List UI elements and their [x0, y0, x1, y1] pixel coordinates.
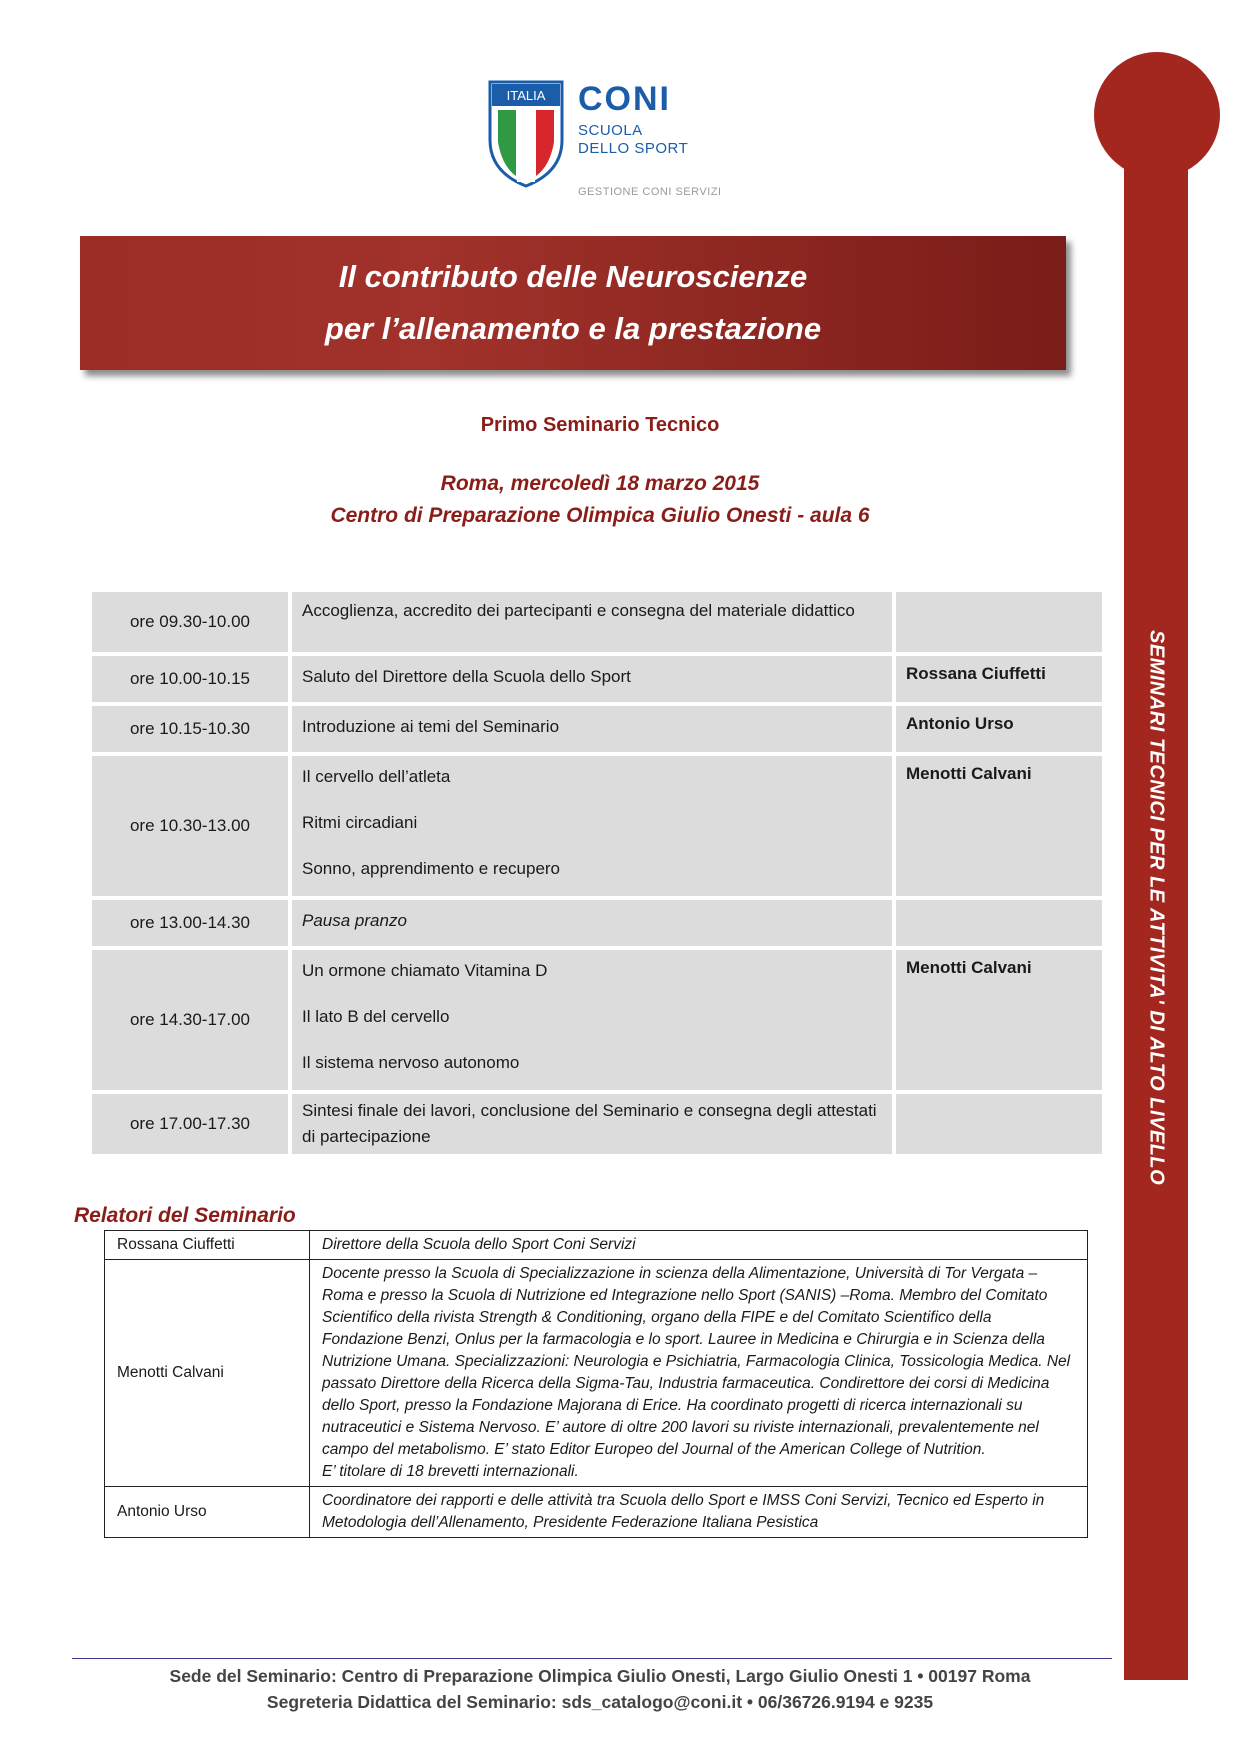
brand-subline-1: SCUOLA	[578, 122, 643, 139]
speaker-row	[105, 1231, 1088, 1260]
program-row	[92, 950, 1106, 1090]
program-row	[92, 900, 1106, 946]
speakers-table	[104, 1230, 1088, 1538]
activity-text: Il lato B del cervello	[302, 1007, 450, 1026]
program-speaker	[896, 1094, 1102, 1154]
italia-shield-icon	[488, 80, 564, 188]
program-speaker: Menotti Calvani	[896, 950, 1102, 1090]
speaker-name: Rossana Ciuffetti	[105, 1231, 310, 1260]
program-speaker: Antonio Urso	[896, 706, 1102, 752]
program-speaker: Rossana Ciuffetti	[896, 656, 1102, 702]
speakers-heading: Relatori del Seminario	[74, 1204, 296, 1227]
brand-subline-2: DELLO SPORT	[578, 140, 689, 157]
title-line-2: per l’allenamento e la prestazione	[324, 311, 822, 346]
program-time: ore 09.30-10.00	[92, 592, 288, 652]
speaker-bio	[310, 1260, 1088, 1487]
program-activity	[292, 756, 892, 896]
seminar-venue: Centro di Preparazione Olimpica Giulio Onesti - aula 6	[330, 504, 870, 527]
program-speaker	[896, 900, 1102, 946]
program-time: ore 10.00-10.15	[92, 656, 288, 702]
program-time: ore 13.00-14.30	[92, 900, 288, 946]
speaker-row	[105, 1487, 1088, 1538]
shield-label: ITALIA	[506, 88, 546, 103]
brand-gestione: GESTIONE CONI SERVIZI	[578, 186, 722, 198]
activity-text: Sintesi finale dei lavori, conclusione del Seminario e consegna degli attestati di partecipazione	[302, 1101, 877, 1146]
seminar-date: Roma, mercoledì 18 marzo 2015	[440, 472, 760, 495]
speaker-bio: Coordinatore dei rapporti e delle attività tra Scuola dello Sport e IMSS Coni Servizi, Tecnico ed Esperto in Metodologia dell’Allenamento, Presidente Federazione Italiana Pesistica	[310, 1487, 1088, 1538]
speaker-bio: Direttore della Scuola dello Sport Coni Servizi	[310, 1231, 1088, 1260]
speaker-name: Antonio Urso	[105, 1487, 310, 1538]
coni-logo	[488, 80, 778, 205]
seminar-subtitle: Primo Seminario Tecnico	[480, 414, 720, 436]
side-vertical-text: SEMINARI TECNICI PER LE ATTIVITA' DI ALTO LIVELLO	[1145, 630, 1168, 1186]
program-time: ore 17.00-17.30	[92, 1094, 288, 1154]
activity-text: Il sistema nervoso autonomo	[302, 1053, 520, 1072]
activity-text: Sonno, apprendimento e recupero	[302, 859, 561, 878]
program-time: ore 14.30-17.00	[92, 950, 288, 1090]
program-activity	[292, 950, 892, 1090]
activity-text: Un ormone chiamato Vitamina D	[302, 961, 548, 980]
program-activity	[292, 656, 892, 702]
footer-contact: Segreteria Didattica del Seminario: sds_catalogo@coni.it • 06/36726.9194 e 9235	[266, 1692, 934, 1712]
program-time: ore 10.30-13.00	[92, 756, 288, 896]
program-activity	[292, 900, 892, 946]
program-activity	[292, 706, 892, 752]
program-row	[92, 656, 1106, 702]
program-speaker: Menotti Calvani	[896, 756, 1102, 896]
footer-divider	[72, 1658, 1112, 1659]
title-line-1: Il contributo delle Neuroscienze	[338, 259, 808, 294]
program-row	[92, 1094, 1106, 1154]
program-time: ore 10.15-10.30	[92, 706, 288, 752]
footer-venue: Sede del Seminario: Centro di Preparazione Olimpica Giulio Onesti, Largo Giulio Onesti 1 • 00197 Roma	[169, 1666, 1031, 1686]
program-table	[92, 592, 1106, 1158]
speaker-row	[105, 1260, 1088, 1487]
side-circle	[1094, 52, 1220, 178]
program-row	[92, 756, 1106, 896]
activity-text: Ritmi circadiani	[302, 813, 418, 832]
title-banner	[80, 236, 1066, 370]
activity-text: Pausa pranzo	[302, 911, 407, 930]
activity-text: Accoglienza, accredito dei partecipanti e consegna del materiale didattico	[302, 601, 855, 620]
program-speaker	[896, 592, 1102, 652]
speaker-name: Menotti Calvani	[105, 1260, 310, 1487]
activity-text: Saluto del Direttore della Scuola dello Sport	[302, 667, 631, 686]
program-row	[92, 592, 1106, 652]
program-activity	[292, 1094, 892, 1154]
activity-text: Introduzione ai temi del Seminario	[302, 717, 560, 736]
speaker-bio-text: Docente presso la Scuola di Specializzazione in scienza della Alimentazione, Università di Tor Vergata –Roma e presso la Scuola di Nutrizione ed Integrazione nello Sport (SANIS) –Roma. Membro del Comitato Scientifico della rivista Strength & Conditioning, organo della FIPE e del Comitato Scientifico della Fondazione Benzi, Onlus per la farmacologia e lo sport. Lauree in Medicina e Chirurgia e in Scienza della Nutrizione Umana. Specializzazioni: Neurologia e Psichiatria, Farmacologia Clinica, Tossicologia Medica. Nel passato Direttore della Ricerca della Sigma-Tau, Industria farmaceutica. Condirettore dei corsi di Medicina dello Sport, presso la Fondazione Majorana di Erice. Ha coordinato progetti di ricerca internazionali su nutraceutici e Sistema Nervoso. E’ autore di oltre 200 lavori su riviste internazionali, prevalentemente nel campo del metabolismo. E’ stato Editor Europeo del Journal of the American College of Nutrition.	[322, 1265, 1071, 1458]
speaker-bio-text: E’ titolare di 18 brevetti internazionali.	[322, 1463, 579, 1480]
program-activity	[292, 592, 892, 652]
program-row	[92, 706, 1106, 752]
activity-text: Il cervello dell’atleta	[302, 767, 451, 786]
brand-name: CONI	[578, 80, 671, 118]
